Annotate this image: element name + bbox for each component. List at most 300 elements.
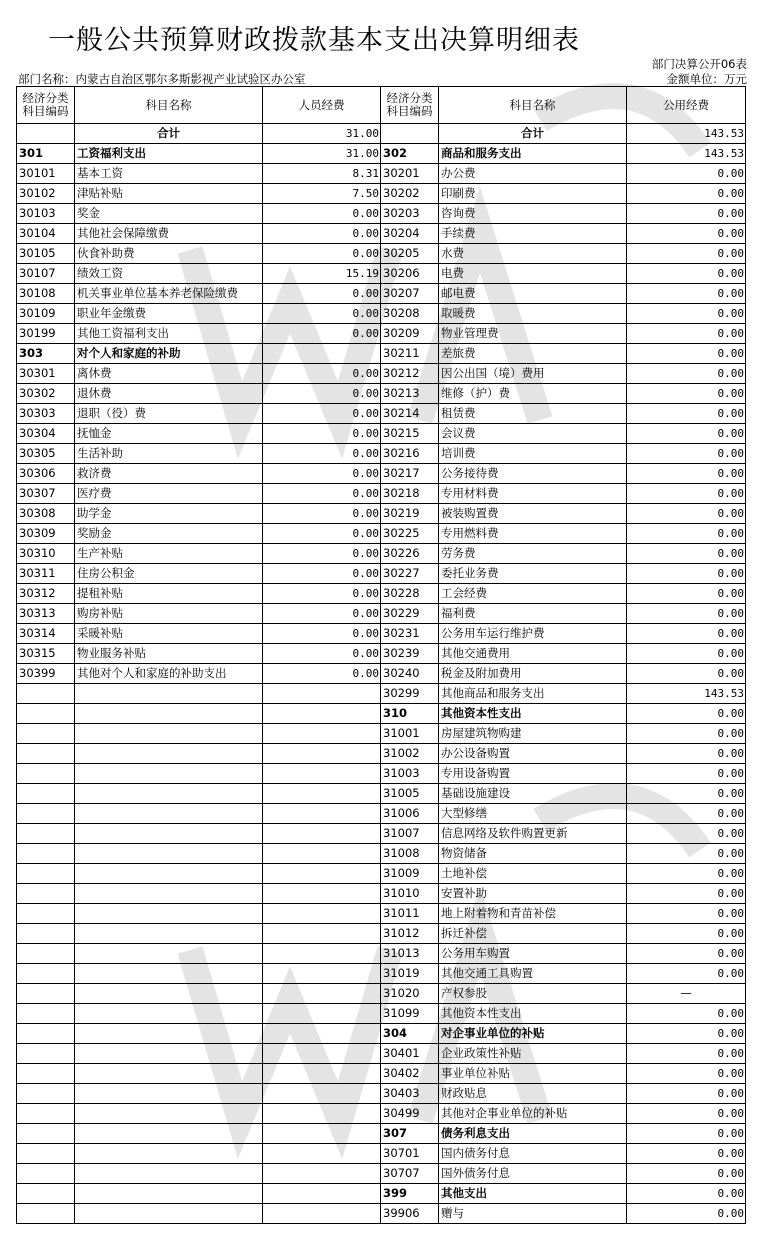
public-value: 0.00 [627,544,746,564]
table-row [17,584,746,604]
personnel-value [263,1164,381,1184]
code-left [17,1164,75,1184]
code-left [17,744,75,764]
name-right: 安置补助 [439,884,627,904]
code-left: 30302 [17,384,75,404]
name-left [75,1164,263,1184]
public-value: 0.00 [627,884,746,904]
table-row [17,704,746,724]
personnel-value [263,924,381,944]
name-left: 抚恤金 [75,424,263,444]
table-row [17,504,746,524]
personnel-value [263,724,381,744]
public-value: 0.00 [627,1204,746,1224]
name-right: 国外债务付息 [439,1164,627,1184]
name-right: 房屋建筑物购建 [439,724,627,744]
table-row [17,484,746,504]
table-row [17,204,746,224]
code-right: 31005 [381,784,439,804]
name-right: 其他资本性支出 [439,704,627,724]
code-right: 30212 [381,364,439,384]
code-right: 30203 [381,204,439,224]
name-left [75,1144,263,1164]
code-right: 399 [381,1184,439,1204]
code-left [17,984,75,1004]
public-value: 0.00 [627,584,746,604]
personnel-value [263,1124,381,1144]
public-value: 0.00 [627,504,746,524]
code-left [17,884,75,904]
public-value: 143.53 [627,144,746,164]
name-left: 其他对个人和家庭的补助支出 [75,664,263,684]
name-left: 职业年金缴费 [75,304,263,324]
personnel-value: 0.00 [263,244,381,264]
public-value: 0.00 [627,1024,746,1044]
personnel-value [263,1204,381,1224]
public-value: 0.00 [627,784,746,804]
name-left [75,744,263,764]
name-left: 其他工资福利支出 [75,324,263,344]
code-left [17,1144,75,1164]
personnel-value: 0.00 [263,444,381,464]
name-right: 商品和服务支出 [439,144,627,164]
code-right: 31010 [381,884,439,904]
code-right: 30204 [381,224,439,244]
code-left: 30315 [17,644,75,664]
name-left [75,1044,263,1064]
code-left: 30303 [17,404,75,424]
name-left [75,884,263,904]
code-right: 310 [381,704,439,724]
code-right: 31019 [381,964,439,984]
header-code: 经济分类科目编码 [17,87,75,124]
name-left [75,1104,263,1124]
personnel-value: 0.00 [263,524,381,544]
public-value: 0.00 [627,364,746,384]
code-right: 307 [381,1124,439,1144]
name-right: 因公出国（境）费用 [439,364,627,384]
code-right: 31013 [381,944,439,964]
personnel-value: 0.00 [263,484,381,504]
code-right: 30211 [381,344,439,364]
name-left [75,804,263,824]
name-left: 奖励金 [75,524,263,544]
name-right: 债务利息支出 [439,1124,627,1144]
table-row [17,824,746,844]
table-row [17,664,746,684]
personnel-value: 31.00 [263,144,381,164]
name-right: 专用材料费 [439,484,627,504]
personnel-value [263,804,381,824]
name-right: 水费 [439,244,627,264]
table-row [17,804,746,824]
name-right: 劳务费 [439,544,627,564]
personnel-value: 0.00 [263,364,381,384]
name-right: 企业政策性补贴 [439,1044,627,1064]
table-row [17,1064,746,1084]
code-left [17,844,75,864]
code-right: 30207 [381,284,439,304]
personnel-value: 31.00 [263,124,381,144]
name-right: 咨询费 [439,204,627,224]
code-right: 30402 [381,1064,439,1084]
name-right: 事业单位补贴 [439,1064,627,1084]
personnel-value [263,1024,381,1044]
name-right: 其他对企事业单位的补贴 [439,1104,627,1124]
code-left: 30109 [17,304,75,324]
public-value: 0.00 [627,864,746,884]
code-left [17,944,75,964]
code-left: 30305 [17,444,75,464]
code-left [17,1124,75,1144]
table-row [17,644,746,664]
table-row [17,144,746,164]
code-right: 31001 [381,724,439,744]
public-value: 0.00 [627,624,746,644]
code-right: 30216 [381,444,439,464]
name-right: 公务用车运行维护费 [439,624,627,644]
public-value: 0.00 [627,384,746,404]
name-left: 退休费 [75,384,263,404]
code-right: 30209 [381,324,439,344]
public-value: 0.00 [627,1104,746,1124]
name-left [75,684,263,704]
code-right: 30299 [381,684,439,704]
code-left [17,1204,75,1224]
code-right: 30225 [381,524,439,544]
public-value: 0.00 [627,464,746,484]
name-left [75,1024,263,1044]
code-right: 31011 [381,904,439,924]
code-left: 30307 [17,484,75,504]
name-right: 工会经费 [439,584,627,604]
code-left [17,824,75,844]
name-left [75,924,263,944]
table-row [17,384,746,404]
code-right: 30213 [381,384,439,404]
header-code-right: 经济分类科目编码 [381,87,439,124]
name-right: 邮电费 [439,284,627,304]
code-left [17,704,75,724]
code-left: 30306 [17,464,75,484]
code-right: 30214 [381,404,439,424]
personnel-value [263,904,381,924]
code-left: 30309 [17,524,75,544]
table-row [17,444,746,464]
name-left [75,944,263,964]
public-value: 143.53 [627,684,746,704]
name-left: 对个人和家庭的补助 [75,344,263,364]
code-left [17,804,75,824]
name-right: 物业管理费 [439,324,627,344]
code-right: 31099 [381,1004,439,1024]
public-value: 0.00 [627,1044,746,1064]
table-row [17,364,746,384]
personnel-value [263,704,381,724]
name-right: 其他资本性支出 [439,1004,627,1024]
name-left: 提租补贴 [75,584,263,604]
table-row [17,724,746,744]
public-value: — [627,984,746,1004]
name-right: 租赁费 [439,404,627,424]
personnel-value [263,684,381,704]
name-left [75,964,263,984]
personnel-value [263,1184,381,1204]
code-left: 30105 [17,244,75,264]
table-row [17,1104,746,1124]
public-value: 0.00 [627,804,746,824]
table-row [17,764,746,784]
table-header-row [17,87,746,124]
name-left [75,764,263,784]
public-value: 0.00 [627,264,746,284]
code-right: 30499 [381,1104,439,1124]
personnel-value [263,1004,381,1024]
code-left [17,1084,75,1104]
public-value: 0.00 [627,764,746,784]
name-left: 助学金 [75,504,263,524]
public-value: 0.00 [627,1064,746,1084]
code-right: 30205 [381,244,439,264]
public-value: 0.00 [627,944,746,964]
code-right: 30208 [381,304,439,324]
personnel-value [263,824,381,844]
table-row [17,1144,746,1164]
table-row [17,944,746,964]
table-row [17,1084,746,1104]
expenditure-table [16,86,746,1224]
table-body [17,124,746,1224]
public-value: 0.00 [627,924,746,944]
code-right [381,124,439,144]
code-left: 301 [17,144,75,164]
name-right: 物资储备 [439,844,627,864]
personnel-value [263,984,381,1004]
personnel-value: 0.00 [263,504,381,524]
name-left: 生产补贴 [75,544,263,564]
name-left: 伙食补助费 [75,244,263,264]
table-row [17,184,746,204]
public-value: 0.00 [627,664,746,684]
personnel-value: 0.00 [263,204,381,224]
name-left: 机关事业单位基本养老保险缴费 [75,284,263,304]
code-right: 31020 [381,984,439,1004]
code-right: 31002 [381,744,439,764]
personnel-value [263,1104,381,1124]
name-right: 差旅费 [439,344,627,364]
code-left [17,1024,75,1044]
code-right: 30229 [381,604,439,624]
code-right: 30218 [381,484,439,504]
public-value: 0.00 [627,184,746,204]
code-right: 30701 [381,1144,439,1164]
code-right: 31009 [381,864,439,884]
name-left [75,1064,263,1084]
name-left: 退职（役）费 [75,404,263,424]
personnel-value [263,1144,381,1164]
table-row [17,1184,746,1204]
code-right: 31003 [381,764,439,784]
code-right: 39906 [381,1204,439,1224]
code-left [17,124,75,144]
code-left: 30102 [17,184,75,204]
table-row [17,1204,746,1224]
code-right: 31007 [381,824,439,844]
public-value: 0.00 [627,1004,746,1024]
code-right: 30215 [381,424,439,444]
table-row [17,1044,746,1064]
personnel-value: 7.50 [263,184,381,204]
name-left [75,724,263,744]
table-row [17,924,746,944]
code-left: 30103 [17,204,75,224]
name-right: 其他支出 [439,1184,627,1204]
table-row [17,324,746,344]
public-value: 0.00 [627,404,746,424]
table-row [17,224,746,244]
code-left [17,784,75,804]
name-right: 对企事业单位的补贴 [439,1024,627,1044]
table-row [17,124,746,144]
code-left [17,864,75,884]
public-value: 0.00 [627,824,746,844]
personnel-value: 0.00 [263,464,381,484]
code-left [17,724,75,744]
name-right: 国内债务付息 [439,1144,627,1164]
name-right: 土地补偿 [439,864,627,884]
name-left [75,984,263,1004]
name-right: 电费 [439,264,627,284]
department-name: 部门名称：内蒙古自治区鄂尔多斯影视产业试验区办公室 [18,72,306,86]
name-left [75,1004,263,1024]
code-left: 30108 [17,284,75,304]
name-right: 取暖费 [439,304,627,324]
name-right: 赠与 [439,1204,627,1224]
personnel-value: 0.00 [263,304,381,324]
public-value: 0.00 [627,1164,746,1184]
personnel-value [263,1044,381,1064]
code-right: 30231 [381,624,439,644]
name-right: 大型修缮 [439,804,627,824]
public-value: 0.00 [627,344,746,364]
personnel-value: 0.00 [263,604,381,624]
code-left: 30311 [17,564,75,584]
name-right: 专用燃料费 [439,524,627,544]
personnel-value: 0.00 [263,424,381,444]
code-left [17,1044,75,1064]
personnel-value [263,864,381,884]
public-value: 0.00 [627,424,746,444]
table-row [17,904,746,924]
name-left [75,904,263,924]
name-left [75,1124,263,1144]
public-value: 0.00 [627,844,746,864]
code-right: 30226 [381,544,439,564]
code-left [17,924,75,944]
code-right: 304 [381,1024,439,1044]
personnel-value [263,844,381,864]
name-right: 培训费 [439,444,627,464]
name-left [75,844,263,864]
personnel-value: 8.31 [263,164,381,184]
code-right: 30206 [381,264,439,284]
name-left: 医疗费 [75,484,263,504]
personnel-value [263,944,381,964]
code-right: 30219 [381,504,439,524]
public-value: 0.00 [627,444,746,464]
public-value: 0.00 [627,644,746,664]
code-right: 30228 [381,584,439,604]
header-personnel: 人员经费 [263,87,381,124]
name-left [75,1084,263,1104]
public-value: 0.00 [627,524,746,544]
name-right: 办公费 [439,164,627,184]
personnel-value: 0.00 [263,324,381,344]
table-row [17,744,746,764]
name-left: 采暖补贴 [75,624,263,644]
public-value: 0.00 [627,204,746,224]
table-row [17,404,746,424]
table-row [17,264,746,284]
name-right: 办公设备购置 [439,744,627,764]
code-left: 30399 [17,664,75,684]
personnel-value [263,784,381,804]
personnel-value [263,744,381,764]
table-row [17,864,746,884]
name-right: 被装购置费 [439,504,627,524]
table-row [17,344,746,364]
personnel-value: 0.00 [263,584,381,604]
code-left: 30310 [17,544,75,564]
name-left: 生活补助 [75,444,263,464]
personnel-value: 0.00 [263,284,381,304]
public-value: 0.00 [627,1184,746,1204]
name-left [75,704,263,724]
public-value: 0.00 [627,484,746,504]
name-right: 公务接待费 [439,464,627,484]
code-left [17,684,75,704]
table-row [17,1124,746,1144]
table-row [17,304,746,324]
code-right: 30240 [381,664,439,684]
code-right: 30227 [381,564,439,584]
personnel-value [263,1084,381,1104]
name-left: 离休费 [75,364,263,384]
public-value: 0.00 [627,1084,746,1104]
code-left: 303 [17,344,75,364]
table-row [17,964,746,984]
public-value: 0.00 [627,1124,746,1144]
name-left: 津贴补贴 [75,184,263,204]
table-row [17,544,746,564]
name-left: 基本工资 [75,164,263,184]
personnel-value [263,964,381,984]
public-value: 0.00 [627,244,746,264]
code-left: 30304 [17,424,75,444]
name-left: 住房公积金 [75,564,263,584]
name-right: 福利费 [439,604,627,624]
name-right: 专用设备购置 [439,764,627,784]
code-left [17,1184,75,1204]
public-value: 0.00 [627,304,746,324]
table-row [17,564,746,584]
personnel-value: 0.00 [263,404,381,424]
name-left [75,784,263,804]
name-left: 工资福利支出 [75,144,263,164]
code-right: 30217 [381,464,439,484]
public-value: 0.00 [627,724,746,744]
code-right: 30403 [381,1084,439,1104]
